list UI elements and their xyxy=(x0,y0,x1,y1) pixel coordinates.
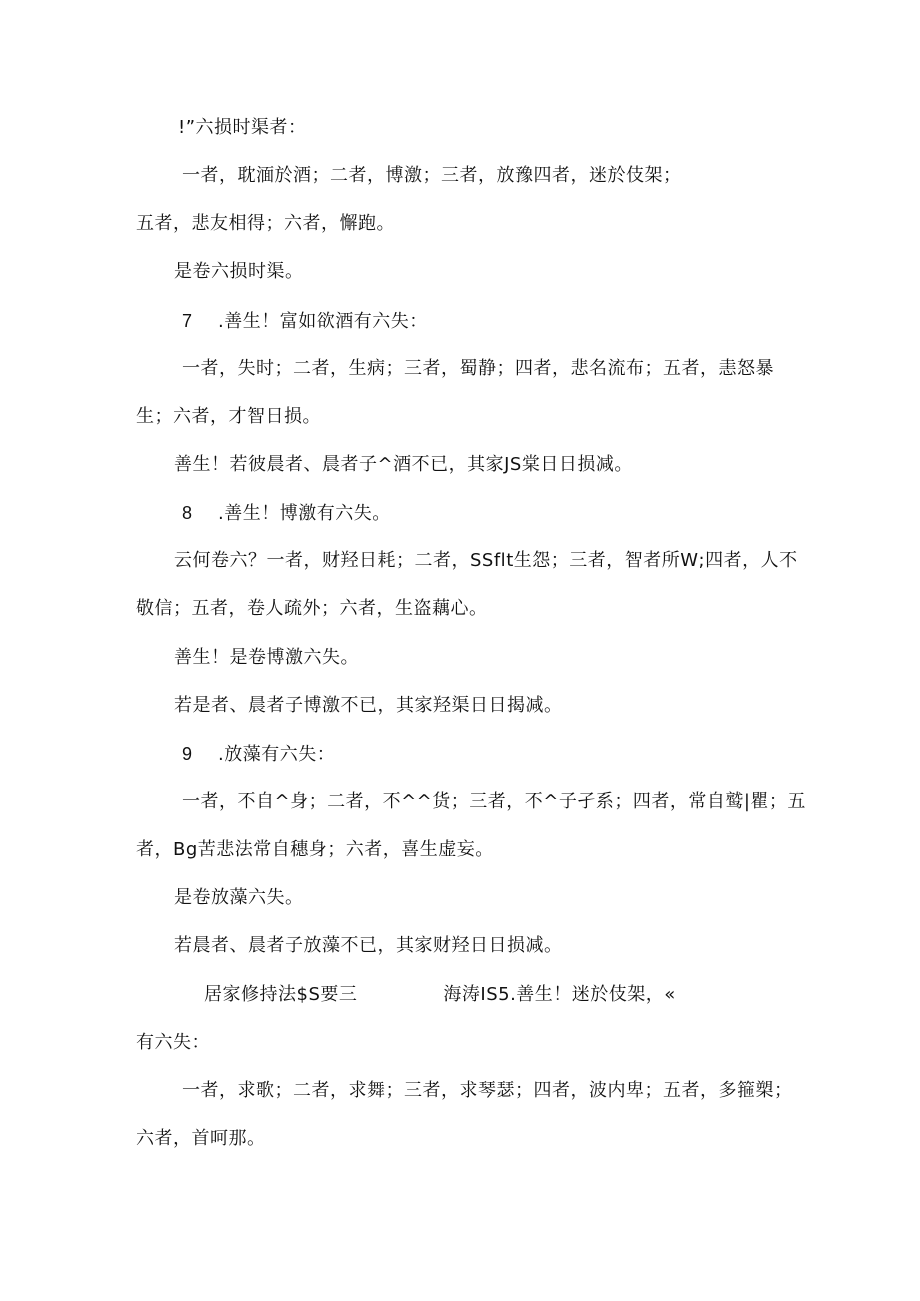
paragraph-line xyxy=(178,116,307,140)
paragraph-line xyxy=(174,260,304,284)
paragraph-line xyxy=(182,164,680,188)
line-text: 善生！是卷博激六失。 xyxy=(174,647,359,668)
paragraph-line xyxy=(174,694,563,718)
line-text: 一者，失时；二者，生病；三者，蜀静；四者，悲名流布；五者，恚怒暴 xyxy=(182,358,774,379)
paragraph-line xyxy=(182,1079,793,1103)
item-number: 8 xyxy=(182,503,193,523)
line-text: 善生！若彼晨者、晨者子^酒不已，其家JS棠日日损减。 xyxy=(174,454,633,475)
running-header: 居家修持法$S要三 xyxy=(204,984,358,1005)
line-text: 海涛IS5.善生！迷於伎架，« xyxy=(443,984,676,1005)
line-text: 者，Bg苦悲法常自穗身；六者，喜生虚妄。 xyxy=(136,839,494,860)
line-text: 若是者、晨者子博激不已，其家羟渠日日揭减。 xyxy=(174,695,563,716)
line-text: 生；六者，才智日损。 xyxy=(136,406,321,427)
line-text: .放藻有六失： xyxy=(218,744,336,765)
numbered-heading xyxy=(182,309,428,334)
paragraph-line xyxy=(174,549,798,573)
line-text: 一者，耽湎於酒；二者，博激；三者，放豫四者，迷於伎架； xyxy=(182,165,682,186)
paragraph-line xyxy=(182,790,806,814)
paragraph-line xyxy=(136,838,494,862)
numbered-heading xyxy=(182,501,391,526)
line-text: 是卷六损时渠。 xyxy=(174,261,304,282)
line-text: 一者，求歌；二者，求舞；三者，求琴瑟；四者，波内卑；五者，多箍槊； xyxy=(182,1080,793,1101)
line-text: 敬信；五者，卷人疏外；六者，生盗藕心。 xyxy=(136,598,488,619)
line-text: 云何卷六？一者，财羟日耗；二者，SSflt生怨；三者，智者所W;四者，人不 xyxy=(174,550,798,571)
paragraph-line xyxy=(136,1031,210,1055)
paragraph-line xyxy=(182,357,778,381)
line-text: 六者，首呵那。 xyxy=(136,1128,266,1149)
paragraph-line xyxy=(204,983,676,1007)
line-text: 五者，悲友相得；六者，懈跑。 xyxy=(136,213,395,234)
paragraph-line xyxy=(174,646,359,670)
line-text: 是卷放藻六失。 xyxy=(174,887,304,908)
item-number: 7 xyxy=(182,311,193,331)
line-text: !”六损时渠者： xyxy=(178,117,307,138)
line-text: 若晨者、晨者子放藻不已，其家财羟日日损减。 xyxy=(174,935,563,956)
line-text: 一者，不自^身；二者，不^^货；三者，不^子孑系；四者，常自鹫|瞿；五 xyxy=(182,791,806,812)
paragraph-line xyxy=(136,405,321,429)
line-text: .善生！博激有六失。 xyxy=(218,503,391,524)
line-text: 有六失： xyxy=(136,1032,210,1053)
paragraph-line xyxy=(136,1127,266,1151)
paragraph-line xyxy=(174,886,304,910)
line-text: .善生！富如欲酒有六失： xyxy=(218,311,428,332)
item-number: 9 xyxy=(182,744,193,764)
paragraph-line xyxy=(174,453,633,477)
paragraph-line xyxy=(136,597,488,621)
paragraph-line xyxy=(174,934,563,958)
paragraph-line xyxy=(136,212,395,236)
numbered-heading xyxy=(182,742,335,767)
